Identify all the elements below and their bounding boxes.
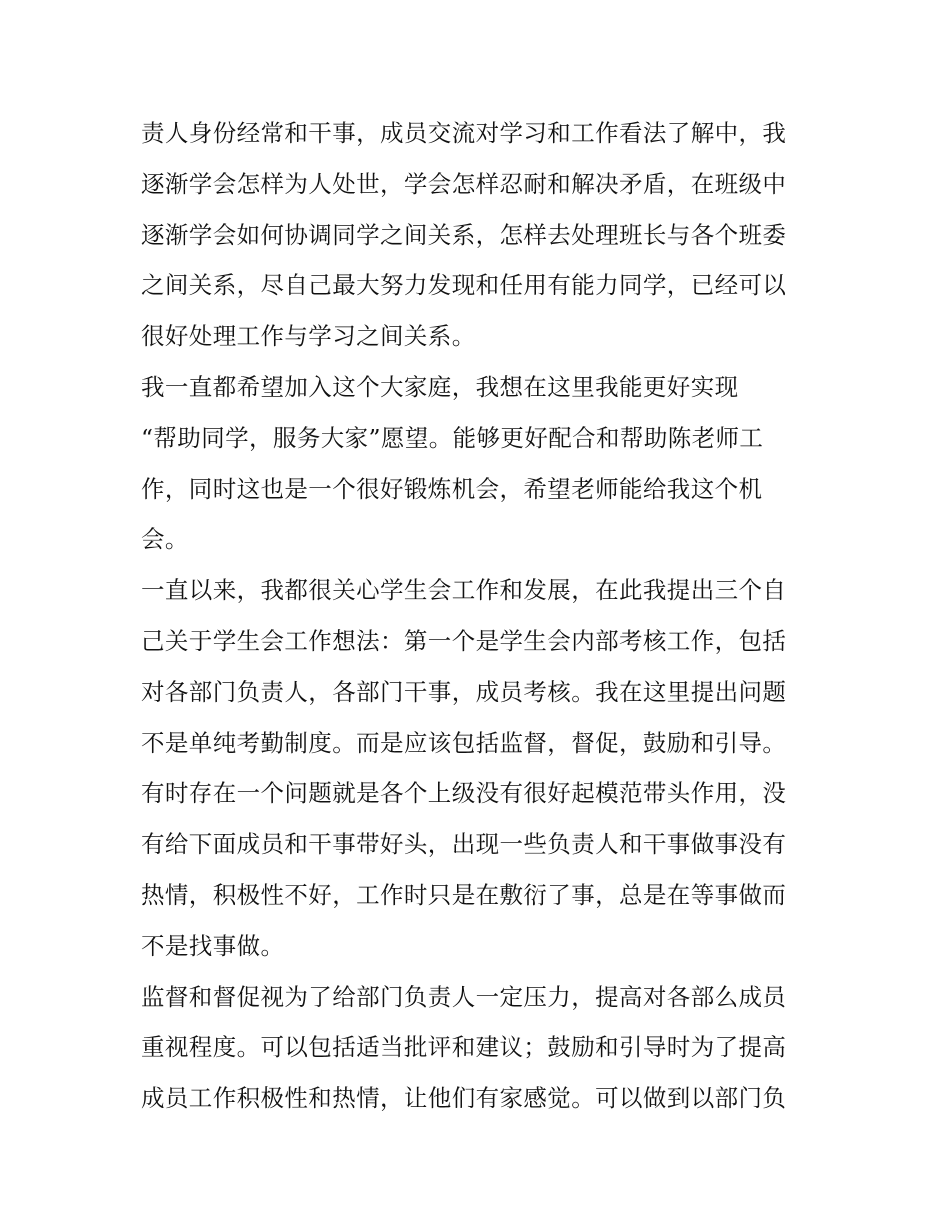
text-line: 一直以来，我都很关心学生会工作和发展，在此我提出三个自 — [141, 576, 787, 605]
text-line: 热情，积极性不好，工作时只是在敷衍了事，总是在等事做而 — [141, 880, 787, 909]
document-body — [141, 108, 821, 1124]
text-line: 会。 — [141, 525, 189, 554]
text-line: 很好处理工作与学习之间关系。 — [141, 322, 476, 351]
text-line: 成员工作积极性和热情，让他们有家感觉。可以做到以部门负 — [141, 1084, 787, 1113]
text-line: 己关于学生会工作想法：第一个是学生会内部考核工作，包括 — [141, 626, 787, 655]
text-line: 之间关系，尽自己最大努力发现和任用有能力同学，已经可以 — [141, 271, 787, 300]
text-line: 责人身份经常和干事，成员交流对学习和工作看法了解中，我 — [141, 119, 787, 147]
text-line: 逐渐学会如何协调同学之间关系，怎样去处理班长与各个班委 — [141, 220, 787, 249]
text-line: 作，同时这也是一个很好锻炼机会，希望老师能给我这个机 — [141, 474, 763, 503]
text-line: 逐渐学会怎样为人处世，学会怎样忍耐和解决矛盾，在班级中 — [141, 169, 787, 198]
text-line: 不是单纯考勤制度。而是应该包括监督，督促，鼓励和引导。 — [141, 728, 787, 757]
text-line: “帮助同学，服务大家”愿望。能够更好配合和帮助陈老师工 — [141, 423, 764, 452]
text-line: 对各部门负责人，各部门干事，成员考核。我在这里提出问题 — [141, 677, 787, 706]
text-line: 监督和督促视为了给部门负责人一定压力，提高对各部么成员 — [141, 982, 787, 1011]
text-line: 有时存在一个问题就是各个上级没有很好起模范带头作用，没 — [141, 779, 787, 808]
text-line: 重视程度。可以包括适当批评和建议；鼓励和引导时为了提高 — [141, 1033, 787, 1062]
text-line: 有给下面成员和干事带好头，出现一些负责人和干事做事没有 — [141, 830, 787, 859]
text-line: 我一直都希望加入这个大家庭，我想在这里我能更好实现 — [141, 372, 739, 401]
text-line: 不是找事做。 — [141, 931, 285, 960]
